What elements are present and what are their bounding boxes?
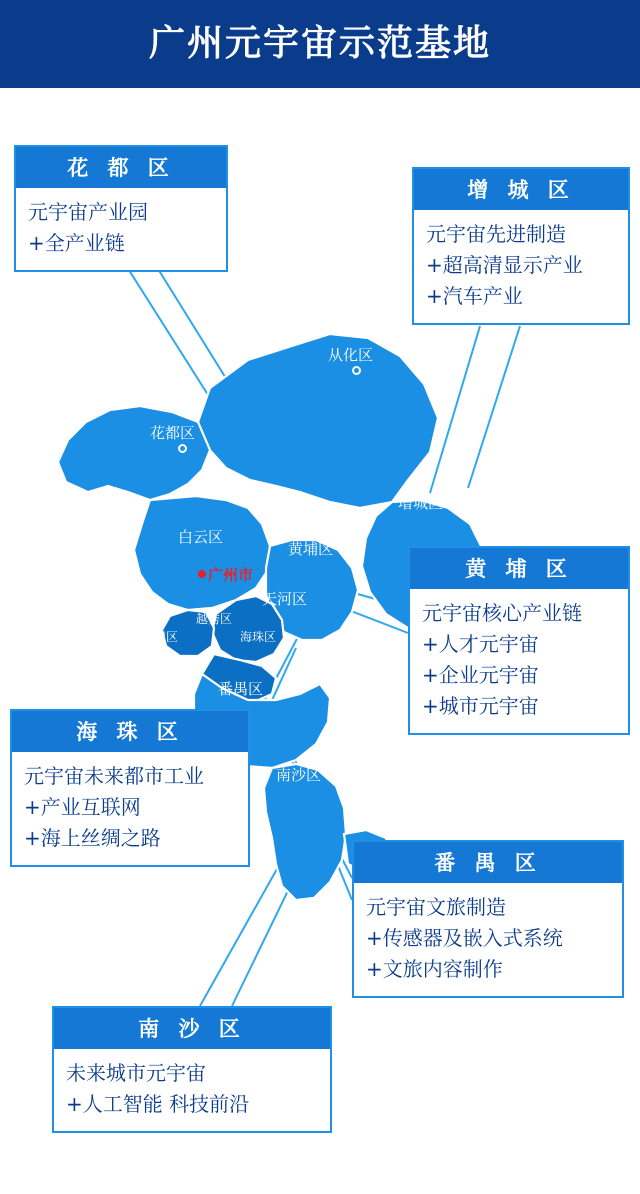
callout-title-zengcheng: 增 城 区	[414, 169, 628, 210]
callout-line: 元宇宙文旅制造	[366, 895, 506, 919]
map-dot-zengcheng	[464, 494, 473, 503]
callout-line: +海上丝绸之路	[24, 826, 161, 850]
callout-title-panyu: 番 禺 区	[354, 842, 622, 883]
callout-body-panyu	[354, 883, 622, 996]
callout-body-zengcheng	[414, 210, 628, 323]
callout-line: +超高清显示产业	[426, 253, 583, 277]
callout-line: +汽车产业	[426, 284, 523, 308]
map-label-panyu: 番禺区	[218, 680, 264, 698]
callout-title-haizhu: 海 珠 区	[12, 711, 248, 752]
callout-body-huangpu	[410, 589, 628, 733]
callout-line: +文旅内容制作	[366, 957, 503, 981]
callout-body-nansha	[54, 1049, 330, 1131]
map-label-nansha: 南沙区	[276, 766, 322, 784]
callout-card-haizhu[interactable]	[10, 709, 250, 867]
callout-card-huangpu[interactable]	[408, 546, 630, 735]
callout-card-nansha[interactable]	[52, 1006, 332, 1133]
callout-line: +传感器及嵌入式系统	[366, 926, 563, 950]
callout-line: +城市元宇宙	[422, 694, 539, 718]
callout-card-panyu[interactable]	[352, 840, 624, 998]
callout-line: 元宇宙未来都市工业	[24, 764, 204, 788]
callout-line: +人工智能 科技前沿	[66, 1092, 250, 1116]
callout-line: +人才元宇宙	[422, 632, 539, 656]
map-stage	[0, 88, 640, 1194]
page-header	[0, 0, 640, 88]
callout-line: +产业互联网	[24, 795, 141, 819]
callout-title-huangpu: 黄 埔 区	[410, 548, 628, 589]
callout-line: 未来城市元宇宙	[66, 1061, 206, 1085]
callout-body-haizhu	[12, 752, 248, 865]
callout-line: +全产业链	[28, 231, 125, 255]
map-label-tianhe: 天河区	[262, 590, 308, 608]
map-dot-huadu	[178, 444, 187, 453]
map-label-zengcheng: 增城区	[398, 494, 444, 512]
callout-line: +企业元宇宙	[422, 663, 539, 687]
callout-card-huadu[interactable]	[14, 145, 228, 272]
map-marker-guangzhou-city	[198, 570, 206, 578]
map-label-liwan: 荔湾区	[142, 630, 179, 644]
map-label-guangzhou-city: 广州市	[208, 566, 254, 584]
callout-card-zengcheng[interactable]	[412, 167, 630, 325]
map-dot-conghua	[352, 366, 361, 375]
callout-line: 元宇宙核心产业链	[422, 601, 582, 625]
callout-title-nansha: 南 沙 区	[54, 1008, 330, 1049]
map-label-huangpu: 黄埔区	[288, 540, 334, 558]
map-label-haizhu: 海珠区	[240, 630, 277, 644]
callout-title-huadu: 花 都 区	[16, 147, 226, 188]
map-label-conghua: 从化区	[328, 346, 374, 364]
callout-line: 元宇宙产业园	[28, 200, 148, 224]
map-label-baiyun: 白云区	[178, 528, 224, 546]
page-title: 广州元宇宙示范基地	[148, 23, 491, 64]
map-label-yuexiu: 越秀区	[196, 612, 233, 626]
map-label-huadu: 花都区	[150, 424, 196, 442]
callout-line: 元宇宙先进制造	[426, 222, 566, 246]
callout-body-huadu	[16, 188, 226, 270]
map-dot-nansha	[338, 766, 347, 775]
